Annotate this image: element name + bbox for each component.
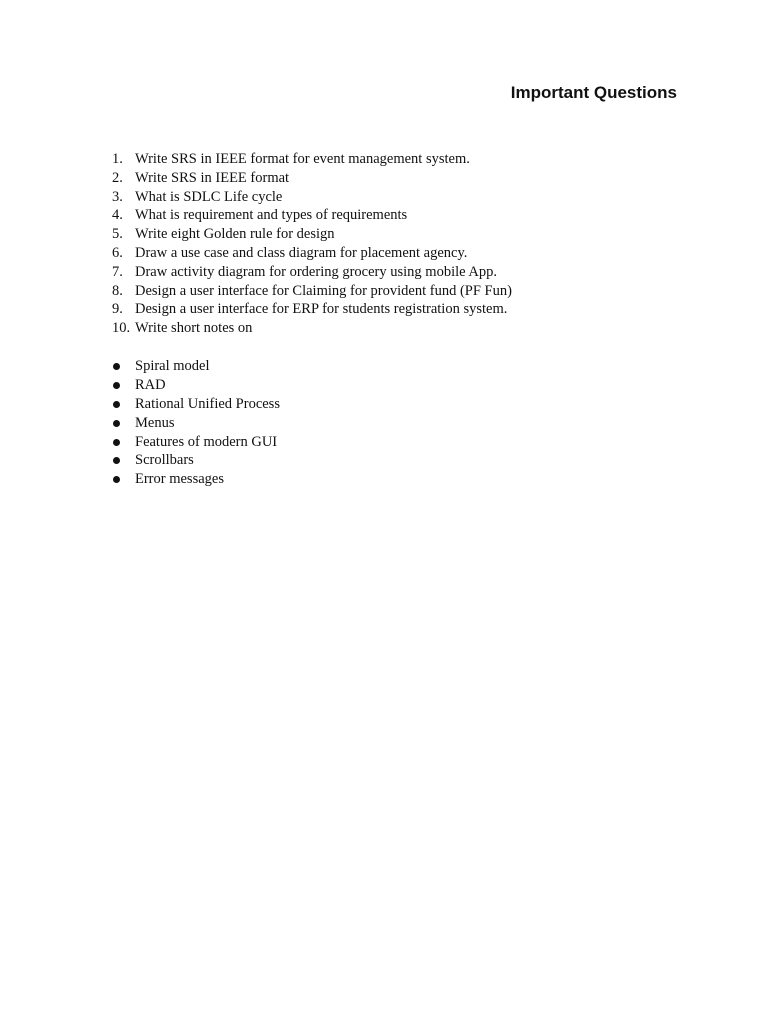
- short-note-text: Menus: [135, 414, 175, 431]
- question-number: 3.: [112, 188, 123, 205]
- short-note-item: [112, 451, 280, 470]
- question-item: [112, 188, 512, 207]
- question-text: Draw activity diagram for ordering grocery using mobile App.: [135, 263, 497, 280]
- question-number: 10.: [112, 320, 131, 337]
- question-text: What is SDLC Life cycle: [135, 188, 283, 205]
- question-number: 2.: [112, 169, 123, 186]
- question-item: [112, 206, 512, 225]
- question-item: [112, 225, 512, 244]
- bullet-icon: [113, 382, 120, 389]
- short-note-item: [112, 433, 280, 452]
- question-item: [112, 300, 512, 319]
- bullet-icon: [113, 420, 120, 427]
- question-text: Draw a use case and class diagram for placement agency.: [135, 244, 468, 261]
- question-number: 6.: [112, 244, 123, 261]
- question-text: What is requirement and types of requirements: [135, 207, 408, 224]
- question-number: 4.: [112, 207, 123, 224]
- question-number: 9.: [112, 301, 123, 318]
- bullet-icon: [113, 401, 120, 408]
- page-title: Important Questions: [510, 83, 677, 102]
- question-item: [112, 282, 512, 301]
- question-number: 8.: [112, 282, 123, 299]
- short-note-text: RAD: [135, 376, 166, 393]
- question-item: [112, 169, 512, 188]
- question-item: [112, 319, 512, 338]
- short-note-item: [112, 376, 280, 395]
- questions-list: [112, 150, 512, 338]
- question-text: Write SRS in IEEE format for event management system.: [135, 151, 470, 167]
- question-text: Write short notes on: [135, 320, 253, 337]
- question-number: 1.: [112, 151, 123, 167]
- short-note-item: [112, 357, 280, 376]
- short-note-text: Spiral model: [135, 358, 210, 374]
- bullet-icon: [113, 363, 120, 370]
- bullet-icon: [113, 457, 120, 464]
- short-note-text: Features of modern GUI: [135, 433, 278, 450]
- question-number: 7.: [112, 263, 123, 280]
- question-item: [112, 263, 512, 282]
- question-text: Design a user interface for Claiming for provident fund (PF Fun): [135, 282, 512, 299]
- short-notes-list: [112, 357, 280, 489]
- question-text: Write eight Golden rule for design: [135, 226, 335, 243]
- short-note-item: [112, 414, 280, 433]
- bullet-icon: [113, 476, 120, 483]
- short-note-item: [112, 470, 280, 489]
- bullet-icon: [113, 439, 120, 446]
- question-number: 5.: [112, 226, 123, 243]
- question-text: Write SRS in IEEE format: [135, 169, 290, 186]
- question-text: Design a user interface for ERP for students registration system.: [135, 301, 508, 318]
- short-note-text: Rational Unified Process: [135, 395, 280, 412]
- question-item: [112, 244, 512, 263]
- question-item: [112, 150, 512, 169]
- short-note-item: [112, 395, 280, 414]
- short-note-text: Error messages: [135, 471, 224, 488]
- short-note-text: Scrollbars: [135, 452, 194, 469]
